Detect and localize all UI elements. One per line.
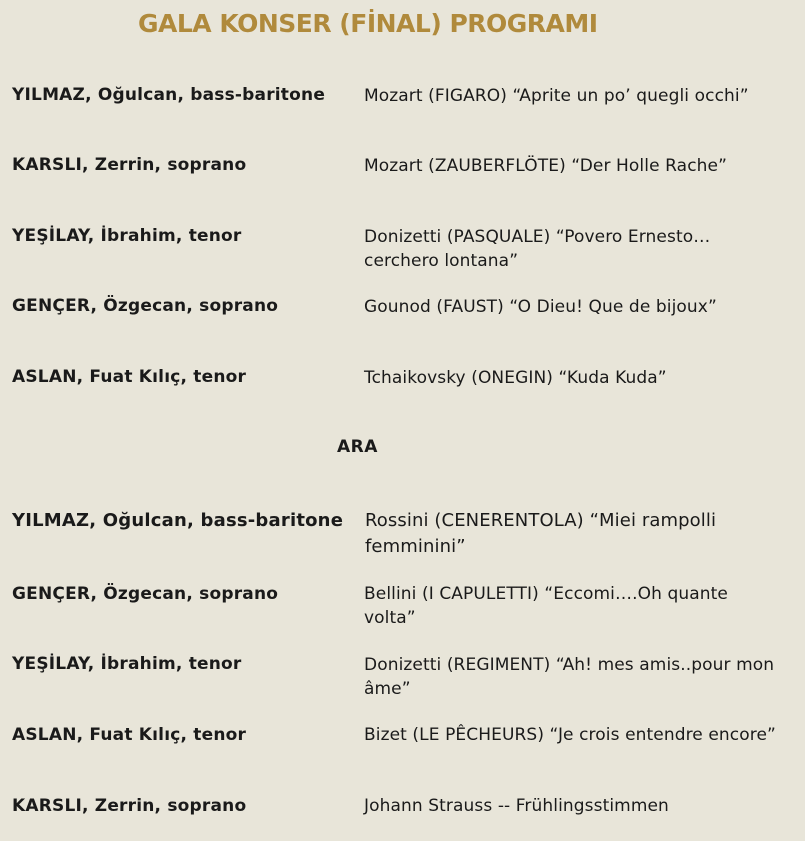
program-piece: Mozart (ZAUBERFLÖTE) “Der Holle Rache”	[364, 156, 727, 176]
page-title: GALA KONSER (FİNAL) PROGRAMI	[138, 9, 598, 38]
performer-name: GENÇER, Özgecan, soprano	[12, 584, 279, 604]
performer-name: ASLAN, Fuat Kılıç, tenor	[12, 725, 247, 745]
program-piece: Bellini (I CAPULETTI) “Eccomi….Oh quante volta”	[364, 584, 728, 628]
program-piece: Tchaikovsky (ONEGIN) “Kuda Kuda”	[364, 368, 667, 388]
program-piece: Rossini (CENERENTOLA) “Miei rampolli femminini”	[365, 510, 717, 557]
performer-name: YILMAZ, Oğulcan, bass-baritone	[12, 510, 344, 531]
performer-name: GENÇER, Özgecan, soprano	[12, 296, 279, 316]
program-piece: Johann Strauss -- Frühlingsstimmen	[364, 796, 669, 816]
program-piece: Donizetti (REGIMENT) “Ah! mes amis..pour mon âme”	[364, 655, 775, 699]
performer-name: ASLAN, Fuat Kılıç, tenor	[12, 367, 247, 387]
program-piece: Mozart (FIGARO) “Aprite un po’ quegli occhi”	[364, 86, 749, 106]
program-piece: Donizetti (PASQUALE) “Povero Ernesto… cerchero lontana”	[364, 227, 711, 271]
performer-name: KARSLI, Zerrin, soprano	[12, 796, 247, 816]
performer-name: YEŞİLAY, İbrahim, tenor	[12, 226, 242, 246]
performer-name: KARSLI, Zerrin, soprano	[12, 155, 247, 175]
program-piece: Bizet (LE PÊCHEURS) “Je crois entendre encore”	[364, 725, 776, 745]
intermission-label: ARA	[337, 437, 378, 457]
performer-name: YEŞİLAY, İbrahim, tenor	[12, 654, 242, 674]
program-piece: Gounod (FAUST) “O Dieu! Que de bijoux”	[364, 297, 717, 317]
performer-name: YILMAZ, Oğulcan, bass-baritone	[12, 85, 326, 105]
